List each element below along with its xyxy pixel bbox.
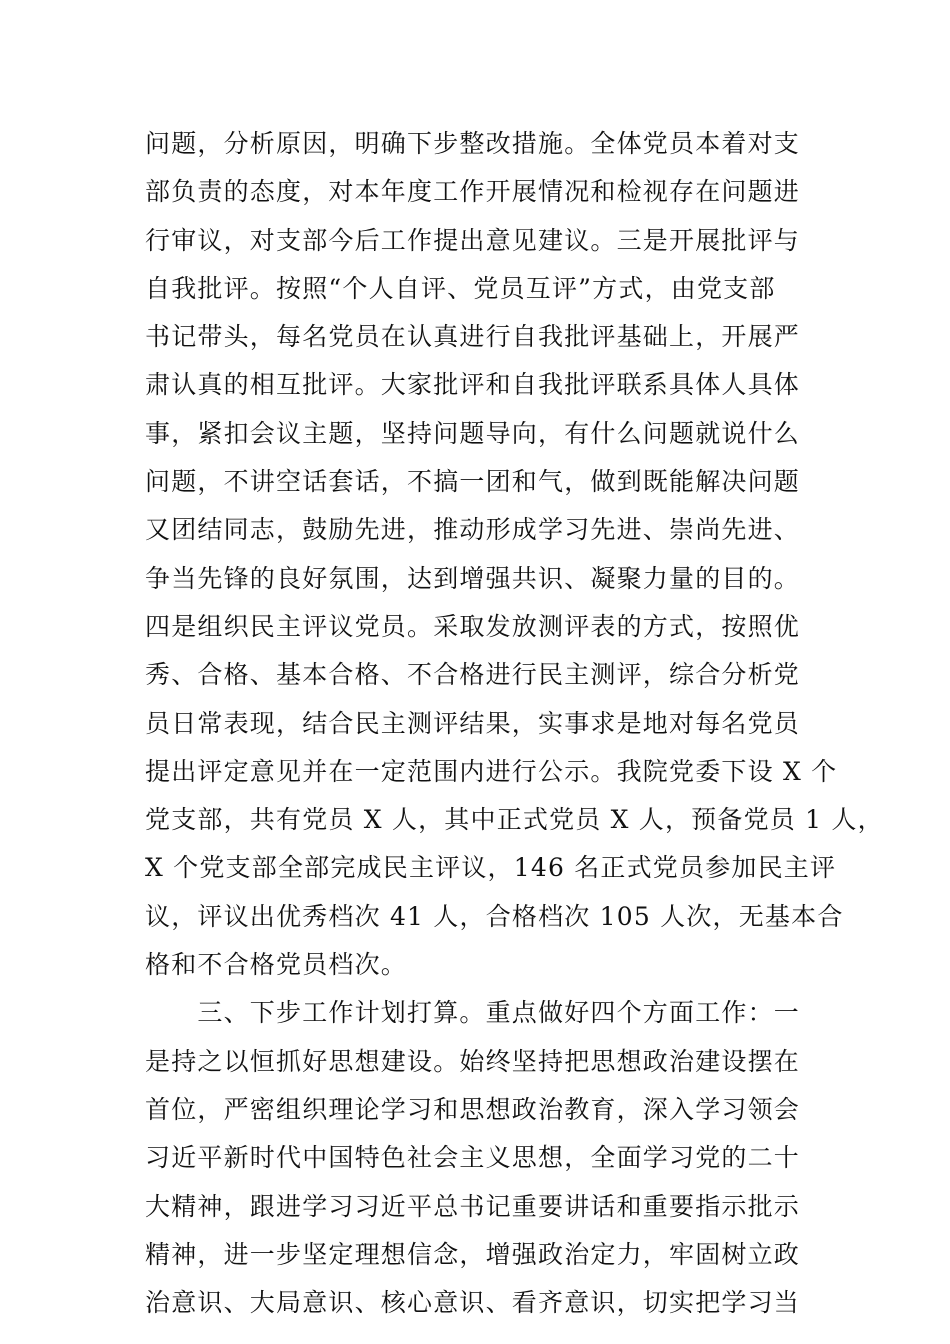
text-line: 问题，不讲空话套话，不搞一团和气，做到既能解决问题	[145, 467, 801, 497]
text-line: 书记带头，每名党员在认真进行自我批评基础上，开展严	[145, 322, 801, 352]
section-heading-line: 三、下步工作计划打算。重点做好四个方面工作：一	[145, 998, 801, 1028]
text-line: 行审议，对支部今后工作提出意见建议。三是开展批评与	[145, 225, 801, 255]
text-line: 问题，分析原因，明确下步整改措施。全体党员本着对支	[145, 129, 801, 158]
text-line: X 个党支部全部完成民主评议，146 名正式党员参加民主评	[145, 853, 837, 883]
text-line: 是持之以恒抓好思想建设。始终坚持把思想政治建设摆在	[145, 1046, 801, 1076]
text-line: 肃认真的相互批评。大家批评和自我批评联系具体人具体	[145, 370, 801, 400]
text-line: 又团结同志，鼓励先进，推动形成学习先进、崇尚先进、	[145, 515, 801, 545]
text-line: 首位，严密组织理论学习和思想政治教育，深入学习领会	[145, 1094, 801, 1124]
text-line: 议，评议出优秀档次 41 人，合格档次 105 人次，无基本合	[145, 901, 844, 931]
text-line: 争当先锋的良好氛围，达到增强共识、凝聚力量的目的。	[145, 563, 801, 593]
text-line: 提出评定意见并在一定范围内进行公示。我院党委下设 X 个	[145, 756, 838, 786]
text-line: 精神，进一步坚定理想信念，增强政治定力，牢固树立政	[145, 1239, 801, 1269]
body-text	[145, 120, 884, 1327]
text-line: 自我批评。按照“个人自评、党员互评”方式，由党支部	[145, 273, 776, 303]
text-line: 员日常表现，结合民主测评结果，实事求是地对每名党员	[145, 708, 801, 738]
text-line: 事，紧扣会议主题，坚持问题导向，有什么问题就说什么	[145, 418, 801, 448]
text-line: 治意识、大局意识、核心意识、看齐意识，切实把学习当	[145, 1288, 801, 1318]
text-line: 部负责的态度，对本年度工作开展情况和检视存在问题进	[145, 177, 801, 207]
text-line: 大精神，跟进学习习近平总书记重要讲话和重要指示批示	[145, 1191, 801, 1221]
text-line: 秀、合格、基本合格、不合格进行民主测评，综合分析党	[145, 660, 801, 690]
text-line: 党支部，共有党员 X 人，其中正式党员 X 人，预备党员 1 人，	[145, 805, 884, 835]
text-line: 四是组织民主评议党员。采取发放测评表的方式，按照优	[145, 611, 801, 641]
text-line: 习近平新时代中国特色社会主义思想，全面学习党的二十	[145, 1143, 801, 1173]
text-line: 格和不合格党员档次。	[145, 950, 408, 980]
